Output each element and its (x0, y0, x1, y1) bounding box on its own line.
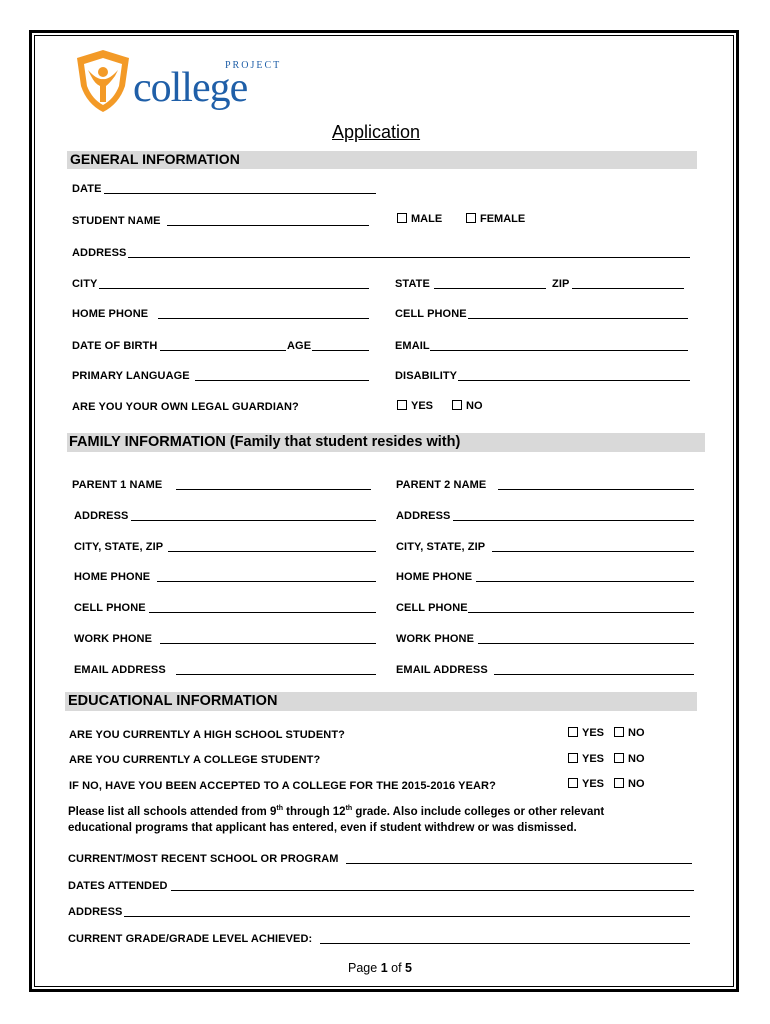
parent1-city-state-zip-field[interactable] (168, 551, 376, 552)
college-yes-option[interactable]: YES (568, 753, 604, 765)
parent1-home-phone-label: HOME PHONE (74, 571, 151, 583)
parent1-address-label: ADDRESS (74, 510, 129, 522)
accepted-no-option[interactable]: NO (614, 778, 645, 790)
parent2-city-state-zip-field[interactable] (492, 551, 694, 552)
parent1-cell-phone-field[interactable] (149, 612, 376, 613)
email-field[interactable] (430, 350, 688, 351)
logo-college-text: college (133, 65, 248, 111)
college-yes-checkbox[interactable] (568, 753, 578, 763)
disability-field[interactable] (458, 380, 690, 381)
schools-instructions: Please list all schools attended from 9th through 12th grade. Also include colleges or other relevant educational programs that applicant has entered, even if student withdrew or was dismissed. (68, 805, 605, 834)
parent2-name-field[interactable] (498, 489, 694, 490)
parent2-address-label: ADDRESS (396, 510, 451, 522)
hs-no-option[interactable]: NO (614, 727, 645, 739)
grade-level-label: CURRENT GRADE/GRADE LEVEL ACHIEVED: (68, 933, 313, 945)
college-student-question: ARE YOU CURRENTLY A COLLEGE STUDENT? (69, 754, 321, 766)
student-name-label: STUDENT NAME (72, 215, 161, 227)
home-phone-field[interactable] (158, 318, 369, 319)
parent2-work-phone-label: WORK PHONE (396, 633, 474, 645)
accepted-yes-option[interactable]: YES (568, 778, 604, 790)
hs-yes-option[interactable]: YES (568, 727, 604, 739)
parent1-work-phone-label: WORK PHONE (74, 633, 152, 645)
parent2-email-label: EMAIL ADDRESS (396, 664, 488, 676)
accepted-yes-checkbox[interactable] (568, 778, 578, 788)
address-field[interactable] (128, 257, 690, 258)
primary-language-field[interactable] (195, 380, 369, 381)
guardian-yes-option[interactable]: YES (397, 400, 433, 412)
date-label: DATE (72, 183, 102, 195)
parent1-name-field[interactable] (176, 489, 371, 490)
parent1-home-phone-field[interactable] (157, 581, 376, 582)
female-checkbox[interactable] (466, 213, 476, 223)
school-address-field[interactable] (124, 916, 690, 917)
student-name-field[interactable] (167, 225, 369, 226)
page-border-inner (34, 35, 734, 987)
parent2-city-state-zip-label: CITY, STATE, ZIP (396, 541, 486, 553)
accepted-no-checkbox[interactable] (614, 778, 624, 788)
hs-yes-checkbox[interactable] (568, 727, 578, 737)
dob-label: DATE OF BIRTH (72, 340, 158, 352)
general-section-heading: GENERAL INFORMATION (70, 151, 240, 167)
state-label: STATE (395, 278, 430, 290)
parent2-work-phone-field[interactable] (478, 643, 694, 644)
hs-no-checkbox[interactable] (614, 727, 624, 737)
city-label: CITY (72, 278, 98, 290)
shield-logo-icon (75, 48, 131, 114)
parent2-email-field[interactable] (494, 674, 694, 675)
current-school-label: CURRENT/MOST RECENT SCHOOL OR PROGRAM (68, 853, 339, 865)
parent1-address-field[interactable] (131, 520, 376, 521)
parent1-cell-phone-label: CELL PHONE (74, 602, 146, 614)
dob-field[interactable] (160, 350, 286, 351)
guardian-yes-checkbox[interactable] (397, 400, 407, 410)
hs-student-question: ARE YOU CURRENTLY A HIGH SCHOOL STUDENT? (69, 729, 345, 741)
parent2-home-phone-field[interactable] (476, 581, 694, 582)
parent1-email-field[interactable] (176, 674, 376, 675)
dates-attended-label: DATES ATTENDED (68, 880, 168, 892)
page-number: Page 1 of 5 (348, 961, 412, 975)
disability-label: DISABILITY (395, 370, 458, 382)
parent2-home-phone-label: HOME PHONE (396, 571, 473, 583)
guardian-no-checkbox[interactable] (452, 400, 462, 410)
age-field[interactable] (312, 350, 369, 351)
accepted-question: IF NO, HAVE YOU BEEN ACCEPTED TO A COLLEGE FOR THE 2015-2016 YEAR? (69, 780, 496, 792)
education-section-heading: EDUCATIONAL INFORMATION (68, 693, 278, 709)
cell-phone-label: CELL PHONE (395, 308, 467, 320)
parent1-email-label: EMAIL ADDRESS (74, 664, 166, 676)
guardian-question: ARE YOU YOUR OWN LEGAL GUARDIAN? (72, 401, 299, 413)
school-address-label: ADDRESS (68, 906, 123, 918)
home-phone-label: HOME PHONE (72, 308, 149, 320)
parent1-work-phone-field[interactable] (160, 643, 376, 644)
project-college-logo (75, 48, 282, 118)
parent2-name-label: PARENT 2 NAME (396, 479, 487, 491)
city-field[interactable] (99, 288, 369, 289)
parent2-address-field[interactable] (453, 520, 694, 521)
cell-phone-field[interactable] (468, 318, 688, 319)
male-option[interactable]: MALE (397, 213, 442, 225)
address-label: ADDRESS (72, 247, 127, 259)
state-field[interactable] (434, 288, 546, 289)
college-no-option[interactable]: NO (614, 753, 645, 765)
current-school-field[interactable] (346, 863, 692, 864)
date-field[interactable] (104, 193, 376, 194)
zip-label: ZIP (552, 278, 570, 290)
age-label: AGE (287, 340, 312, 352)
parent1-city-state-zip-label: CITY, STATE, ZIP (74, 541, 164, 553)
parent1-name-label: PARENT 1 NAME (72, 479, 163, 491)
college-no-checkbox[interactable] (614, 753, 624, 763)
primary-language-label: PRIMARY LANGUAGE (72, 370, 190, 382)
grade-level-field[interactable] (320, 943, 690, 944)
family-section-heading: FAMILY INFORMATION (Family that student resides with) (69, 434, 461, 450)
zip-field[interactable] (572, 288, 684, 289)
male-checkbox[interactable] (397, 213, 407, 223)
female-option[interactable]: FEMALE (466, 213, 525, 225)
page-title: Application (332, 122, 421, 142)
dates-attended-field[interactable] (171, 890, 694, 891)
logo-project-text: PROJECT (225, 60, 282, 71)
guardian-no-option[interactable]: NO (452, 400, 483, 412)
parent2-cell-phone-label: CELL PHONE (396, 602, 468, 614)
parent2-cell-phone-field[interactable] (468, 612, 694, 613)
email-label: EMAIL (395, 340, 430, 352)
